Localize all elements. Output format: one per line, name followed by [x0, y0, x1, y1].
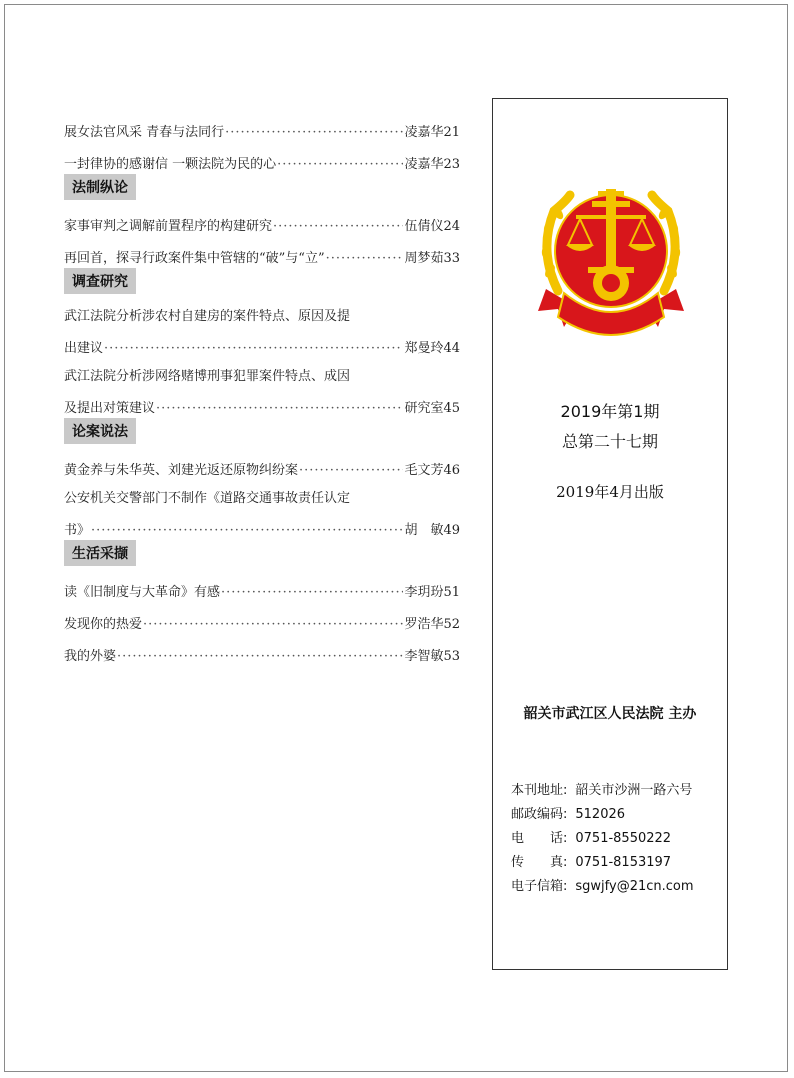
toc-entry-author: 凌嘉华21 [404, 125, 460, 140]
table-of-contents [64, 108, 460, 664]
contact-info [511, 779, 694, 899]
toc-entry-author: 李玥玢51 [404, 585, 460, 600]
toc-entry[interactable] [64, 324, 460, 356]
info-value: 0751-8153197 [575, 855, 672, 870]
info-label: 传 真: [511, 855, 568, 870]
leader-dots [326, 251, 404, 266]
toc-entry-title: 家事审判之调解前置程序的构建研究 [64, 219, 273, 234]
toc-entry-author: 研究室45 [404, 401, 460, 416]
toc-entry[interactable] [64, 506, 460, 538]
leader-dots [91, 523, 403, 538]
toc-entry-title: 书》 [64, 523, 91, 538]
phone-row [511, 827, 694, 851]
email-link[interactable]: sgwjfy@21cn.com [575, 879, 694, 894]
toc-entry-line[interactable] [64, 356, 460, 384]
leader-dots [225, 125, 403, 140]
toc-entry-title: 出建议 [64, 341, 104, 356]
leader-dots [299, 463, 403, 478]
toc-entry[interactable] [64, 234, 460, 266]
toc-entry[interactable] [64, 632, 460, 664]
leader-dots [143, 617, 403, 632]
postcode-row [511, 803, 694, 827]
toc-entry[interactable] [64, 568, 460, 600]
toc-entry-title: 展女法官风采 青春与法同行 [64, 125, 225, 140]
toc-entry[interactable] [64, 202, 460, 234]
info-label: 电 话: [511, 831, 568, 846]
leader-dots [156, 401, 403, 416]
info-value: 韶关市沙洲一路六号 [575, 783, 693, 798]
section-heading: 调查研究 [64, 268, 136, 294]
publish-date: 2019年4月出版 [556, 483, 664, 501]
toc-entry[interactable] [64, 140, 460, 172]
toc-entry-title: 黄金养与朱华英、刘建光返还原物纠纷案 [64, 463, 299, 478]
toc-entry-title: 再回首，探寻行政案件集中管辖的“破”与“立” [64, 251, 325, 266]
toc-entry[interactable] [64, 600, 460, 632]
toc-entry-title-line1: 公安机关交警部门不制作《道路交通事故责任认定 [64, 491, 351, 506]
info-value: 512026 [575, 807, 626, 822]
toc-entry-line[interactable] [64, 296, 460, 324]
toc-entry-title-line1: 武江法院分析涉农村自建房的案件特点、原因及提 [64, 309, 351, 324]
toc-entry[interactable] [64, 384, 460, 416]
section-heading: 论案说法 [64, 418, 136, 444]
address-row [511, 779, 694, 803]
toc-entry-author: 罗浩华52 [404, 617, 460, 632]
info-label: 邮政编码: [511, 807, 568, 822]
toc-entry-title: 我的外婆 [64, 649, 117, 664]
toc-entry-author: 毛文芳46 [404, 463, 460, 478]
section-heading: 生活采撷 [64, 540, 136, 566]
leader-dots [117, 649, 403, 664]
toc-entry-title: 发现你的热爱 [64, 617, 143, 632]
toc-entry-line[interactable] [64, 478, 460, 506]
sponsor: 韶关市武江区人民法院 主办 [523, 706, 697, 722]
toc-entry-author: 李智敏53 [404, 649, 460, 664]
toc-entry-author: 胡 敏49 [404, 523, 460, 538]
court-emblem-icon [536, 171, 686, 351]
info-label: 本刊地址: [511, 783, 568, 798]
toc-entry-title-line1: 武江法院分析涉网络赌博刑事犯罪案件特点、成因 [64, 369, 351, 384]
email-row [511, 875, 694, 899]
leader-dots [273, 219, 403, 234]
total-issue-number: 总第二十七期 [561, 432, 658, 451]
toc-entry-author: 周梦茹33 [404, 251, 460, 266]
toc-entry[interactable] [64, 108, 460, 140]
toc-entry-title: 读《旧制度与大革命》有感 [64, 585, 221, 600]
toc-entry-author: 郑曼玲44 [404, 341, 460, 356]
leader-dots [104, 341, 403, 356]
toc-entry-author: 凌嘉华23 [404, 157, 460, 172]
info-value: 0751-8550222 [575, 831, 672, 846]
toc-entry-title: 及提出对策建议 [64, 401, 156, 416]
leader-dots [221, 585, 403, 600]
issue-number: 2019年第1期 [560, 402, 660, 421]
toc-entry-title: 一封律协的感谢信 一颗法院为民的心 [64, 157, 277, 172]
leader-dots [277, 157, 403, 172]
toc-entry[interactable] [64, 446, 460, 478]
fax-row [511, 851, 694, 875]
toc-entry-author: 伍倩仪24 [404, 219, 460, 234]
journal-info-panel [492, 98, 728, 970]
section-heading: 法制纵论 [64, 174, 136, 200]
info-label: 电子信箱: [511, 879, 568, 894]
